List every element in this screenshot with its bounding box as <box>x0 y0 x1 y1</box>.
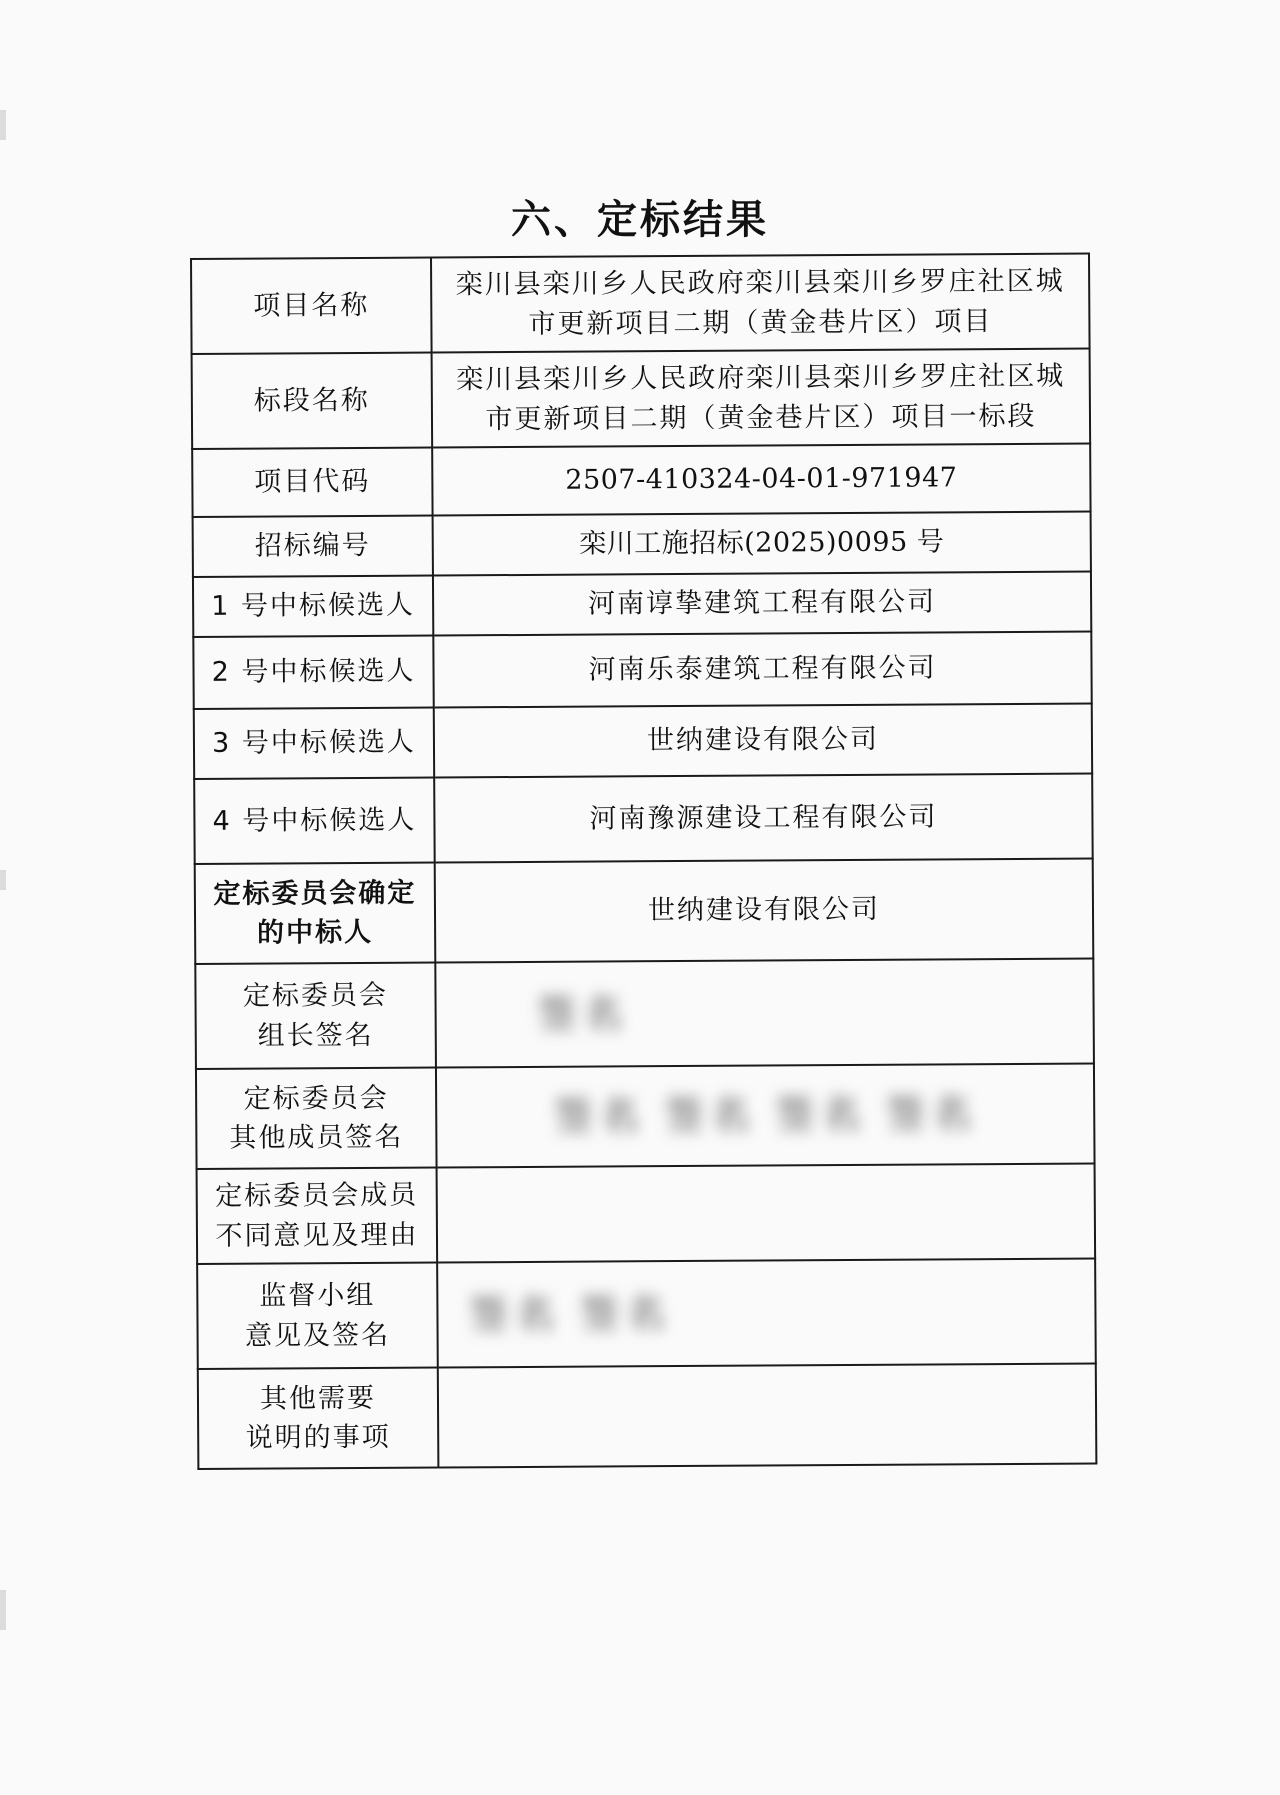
handwritten-signature: 签名 签名 <box>468 1290 672 1338</box>
label-line: 定标委员会确定 <box>213 877 417 910</box>
label-line: 定标委员会 <box>243 1082 389 1115</box>
table-row <box>197 1163 1096 1263</box>
other-notes-value <box>438 1363 1097 1467</box>
dissent-value <box>437 1163 1096 1262</box>
label-line: 其他需要 <box>259 1382 377 1415</box>
table-row <box>193 572 1091 637</box>
table-row <box>198 1363 1097 1468</box>
row-label: 4 号中标候选人 <box>194 778 435 864</box>
winning-bidder-value: 世纳建设有限公司 <box>435 858 1094 962</box>
table-row <box>192 349 1091 449</box>
row-label <box>198 1368 439 1469</box>
row-label: 招标编号 <box>193 516 433 577</box>
scan-edge-mark <box>0 870 6 890</box>
row-label: 2 号中标候选人 <box>193 636 433 709</box>
label-line: 不同意见及理由 <box>215 1219 419 1252</box>
value-line: 市更新项目二期（黄金巷片区）项目一标段 <box>485 400 1037 435</box>
supervision-signature-cell <box>437 1258 1096 1367</box>
value-line: 市更新项目二期（黄金巷片区）项目 <box>528 305 993 340</box>
project-code-value: 2507-410324-04-01-971947 <box>432 444 1090 516</box>
row-label: 3 号中标候选人 <box>194 708 434 779</box>
label-line: 意见及签名 <box>244 1319 391 1352</box>
table-row <box>195 858 1094 963</box>
table-row <box>194 773 1093 863</box>
row-label <box>197 1168 438 1264</box>
bid-result-table <box>190 253 1097 1470</box>
page-title: 六、定标结果 <box>511 197 769 243</box>
project-name-value <box>431 254 1090 353</box>
scan-edge-mark <box>0 1590 6 1630</box>
row-label <box>197 1263 438 1369</box>
table-row <box>193 512 1091 577</box>
label-line: 组长签名 <box>257 1019 374 1052</box>
label-line: 定标委员会 <box>242 980 389 1013</box>
row-label <box>195 863 436 964</box>
label-line: 其他成员签名 <box>229 1121 404 1154</box>
row-label <box>196 1068 437 1169</box>
members-signature-cell <box>436 1063 1095 1167</box>
table-row <box>194 703 1092 778</box>
row-label: 标段名称 <box>192 353 433 449</box>
table-row <box>192 444 1090 517</box>
label-line: 定标委员会成员 <box>215 1179 419 1213</box>
tender-number-value: 栾川工施招标(2025)0095 号 <box>433 512 1091 576</box>
table-row <box>196 1063 1095 1168</box>
candidate-2-value: 河南乐泰建筑工程有限公司 <box>433 632 1091 708</box>
table-row <box>193 632 1091 709</box>
handwritten-signature: 签名 签名 签名 签名 <box>553 1091 978 1140</box>
label-line: 说明的事项 <box>245 1421 391 1454</box>
row-label <box>195 963 436 1069</box>
value-line: 栾川县栾川乡人民政府栾川县栾川乡罗庄社区城 <box>456 361 1066 396</box>
value-line: 栾川县栾川乡人民政府栾川县栾川乡罗庄社区城 <box>455 266 1065 301</box>
label-line: 的中标人 <box>257 916 374 949</box>
candidate-4-value: 河南豫源建设工程有限公司 <box>434 773 1093 862</box>
scan-edge-mark <box>0 110 6 140</box>
candidate-3-value: 世纳建设有限公司 <box>434 703 1092 777</box>
table-row <box>197 1258 1096 1368</box>
row-label: 项目代码 <box>192 448 432 517</box>
leader-signature-cell <box>435 958 1094 1067</box>
candidate-1-value: 河南谆挚建筑工程有限公司 <box>433 572 1091 636</box>
table-row <box>191 254 1090 354</box>
handwritten-signature: 签名 <box>536 990 629 1038</box>
table-row <box>195 958 1094 1068</box>
label-line: 监督小组 <box>259 1280 376 1312</box>
section-name-value <box>432 349 1091 448</box>
row-label: 项目名称 <box>191 258 432 354</box>
row-label: 1 号中标候选人 <box>193 576 433 637</box>
